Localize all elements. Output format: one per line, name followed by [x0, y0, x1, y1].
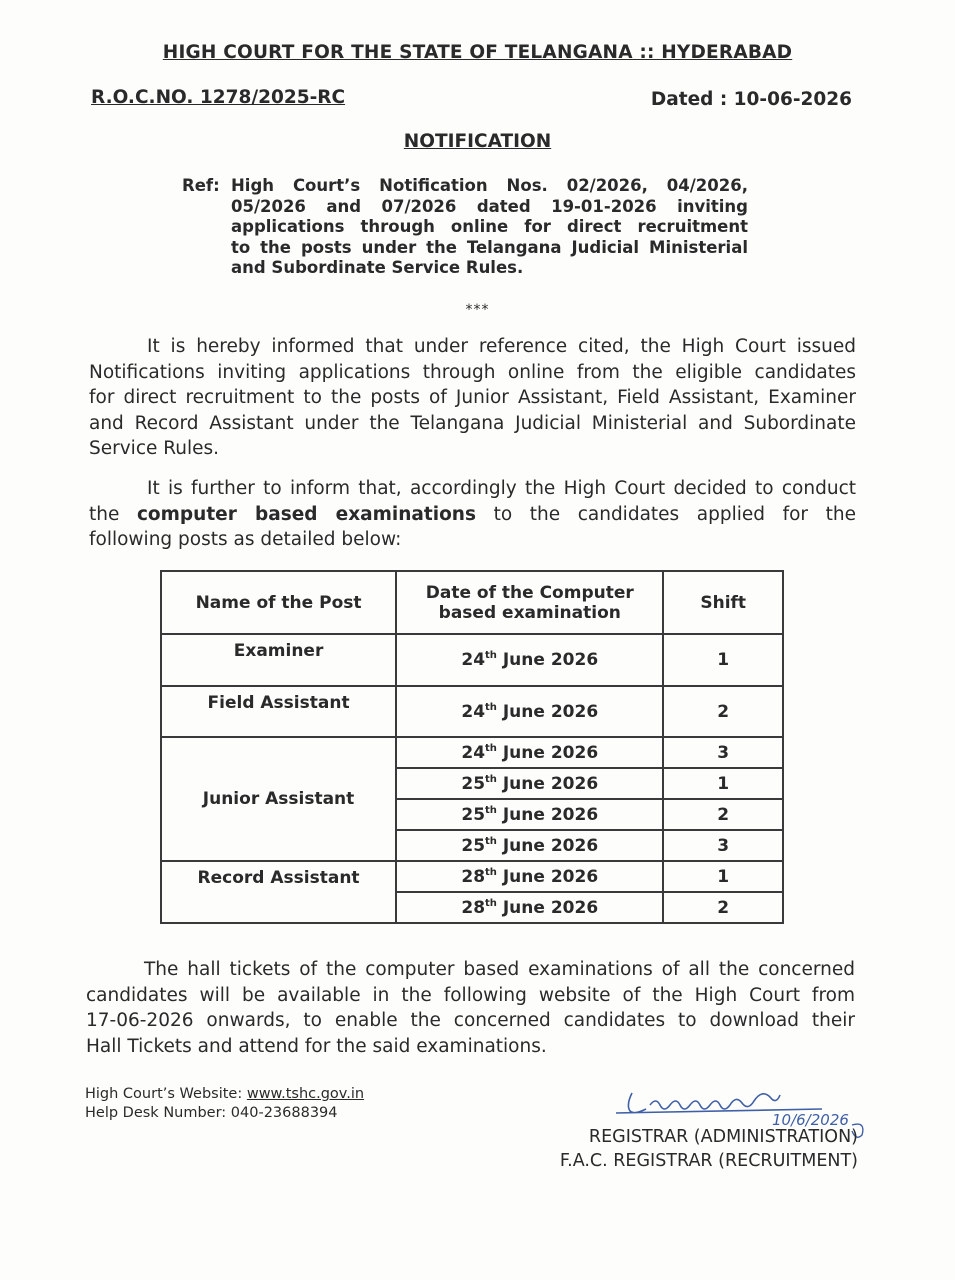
- paragraph-line: The hall tickets of the computer based examinations of all the concerned: [144, 959, 855, 980]
- separator: ***: [465, 302, 490, 318]
- paragraph-line: candidates will be available in the following website of the High Court from: [86, 984, 855, 1006]
- paragraph-line: 17-06-2026 onwards, to enable the concerned candidates to download their: [86, 1010, 855, 1031]
- paragraph-line: Hall Tickets and attend for the said examinations.: [86, 1035, 547, 1057]
- post-junior-assistant: Junior Assistant: [161, 737, 396, 861]
- shift-cell: 1: [663, 768, 783, 799]
- registrar-recruitment: F.A.C. REGISTRAR (RECRUITMENT): [559, 1151, 858, 1171]
- reference-line: applications through online for direct recruitment: [231, 217, 748, 236]
- paragraph-hall-tickets: [86, 957, 855, 1059]
- shift-cell: 2: [663, 892, 783, 923]
- reference-line: to the posts under the Telangana Judicial Ministerial: [231, 237, 748, 257]
- exam-schedule-table: [160, 570, 784, 922]
- shift-cell: 3: [663, 830, 783, 861]
- shift-cell: 3: [663, 737, 783, 768]
- court-title: HIGH COURT FOR THE STATE OF TELANGANA :: HYDERABAD: [162, 42, 793, 63]
- exam-date: 24th June 2026: [396, 686, 663, 737]
- paragraph-line: It is further to inform that, accordingly the High Court decided to conduct: [147, 478, 856, 499]
- exam-date: 25th June 2026: [396, 768, 663, 799]
- exam-date: 25th June 2026: [396, 799, 663, 830]
- reference-text: [231, 176, 748, 279]
- text-segment: to the candidates applied for the: [493, 503, 856, 525]
- paragraph-line: [89, 502, 856, 528]
- helpdesk-line: Help Desk Number: 040-23688394: [85, 1104, 338, 1121]
- dated: Dated : 10-06-2026: [650, 89, 852, 110]
- bold-phrase: computer based examinations: [136, 503, 476, 525]
- text-segment: the: [89, 503, 120, 525]
- signatory: [524, 1125, 858, 1173]
- notification-heading: NOTIFICATION: [403, 131, 552, 152]
- post-examiner: Examiner: [161, 634, 396, 686]
- reference-label: Ref:: [182, 176, 220, 195]
- exam-date: 28th June 2026: [396, 892, 663, 923]
- exam-date: 28th June 2026: [396, 861, 663, 892]
- exam-date: 24th June 2026: [396, 737, 663, 768]
- post-field-assistant: Field Assistant: [161, 686, 396, 737]
- paragraph-line: following posts as detailed below:: [89, 529, 402, 550]
- registrar-administration: REGISTRAR (ADMINISTRATION): [588, 1127, 858, 1147]
- post-record-assistant: Record Assistant: [161, 861, 396, 923]
- paragraph-line: It is hereby informed that under reference cited, the High Court issued: [147, 336, 856, 357]
- paragraph-intro: [89, 334, 856, 462]
- website-label: High Court’s Website:: [85, 1086, 243, 1102]
- website-line: [85, 1085, 364, 1104]
- shift-cell: 2: [663, 686, 783, 737]
- paragraph-line: Notifications inviting applications through online from the eligible candidates: [89, 361, 856, 383]
- paragraph-line: for direct recruitment to the posts of Junior Assistant, Field Assistant, Examiner: [89, 387, 856, 408]
- signature-date: 10/6/2026: [772, 1111, 849, 1129]
- reference-line: and Subordinate Service Rules.: [231, 258, 524, 277]
- exam-date: 25th June 2026: [396, 830, 663, 861]
- exam-date: 24th June 2026: [396, 634, 663, 686]
- shift-cell: 1: [663, 634, 783, 686]
- paragraph-exams: [89, 476, 856, 553]
- paragraph-line: Service Rules.: [89, 438, 220, 459]
- header-post: Name of the Post: [161, 571, 396, 634]
- paragraph-line: and Record Assistant under the Telangana Judicial Ministerial and Subordinate: [89, 412, 856, 434]
- reference-line: High Court’s Notification Nos. 02/2026, 04/2026,: [231, 176, 748, 195]
- shift-cell: 2: [663, 799, 783, 830]
- header-shift: Shift: [663, 571, 783, 634]
- website-link[interactable]: www.tshc.gov.in: [246, 1086, 365, 1102]
- shift-cell: 1: [663, 861, 783, 892]
- reference-line: 05/2026 and 07/2026 dated 19-01-2026 inviting: [231, 196, 748, 216]
- roc-number: R.O.C.NO. 1278/2025-RC: [91, 87, 346, 108]
- header-date: Date of the Computer based examination: [396, 571, 663, 634]
- footer-contact: [85, 1085, 364, 1122]
